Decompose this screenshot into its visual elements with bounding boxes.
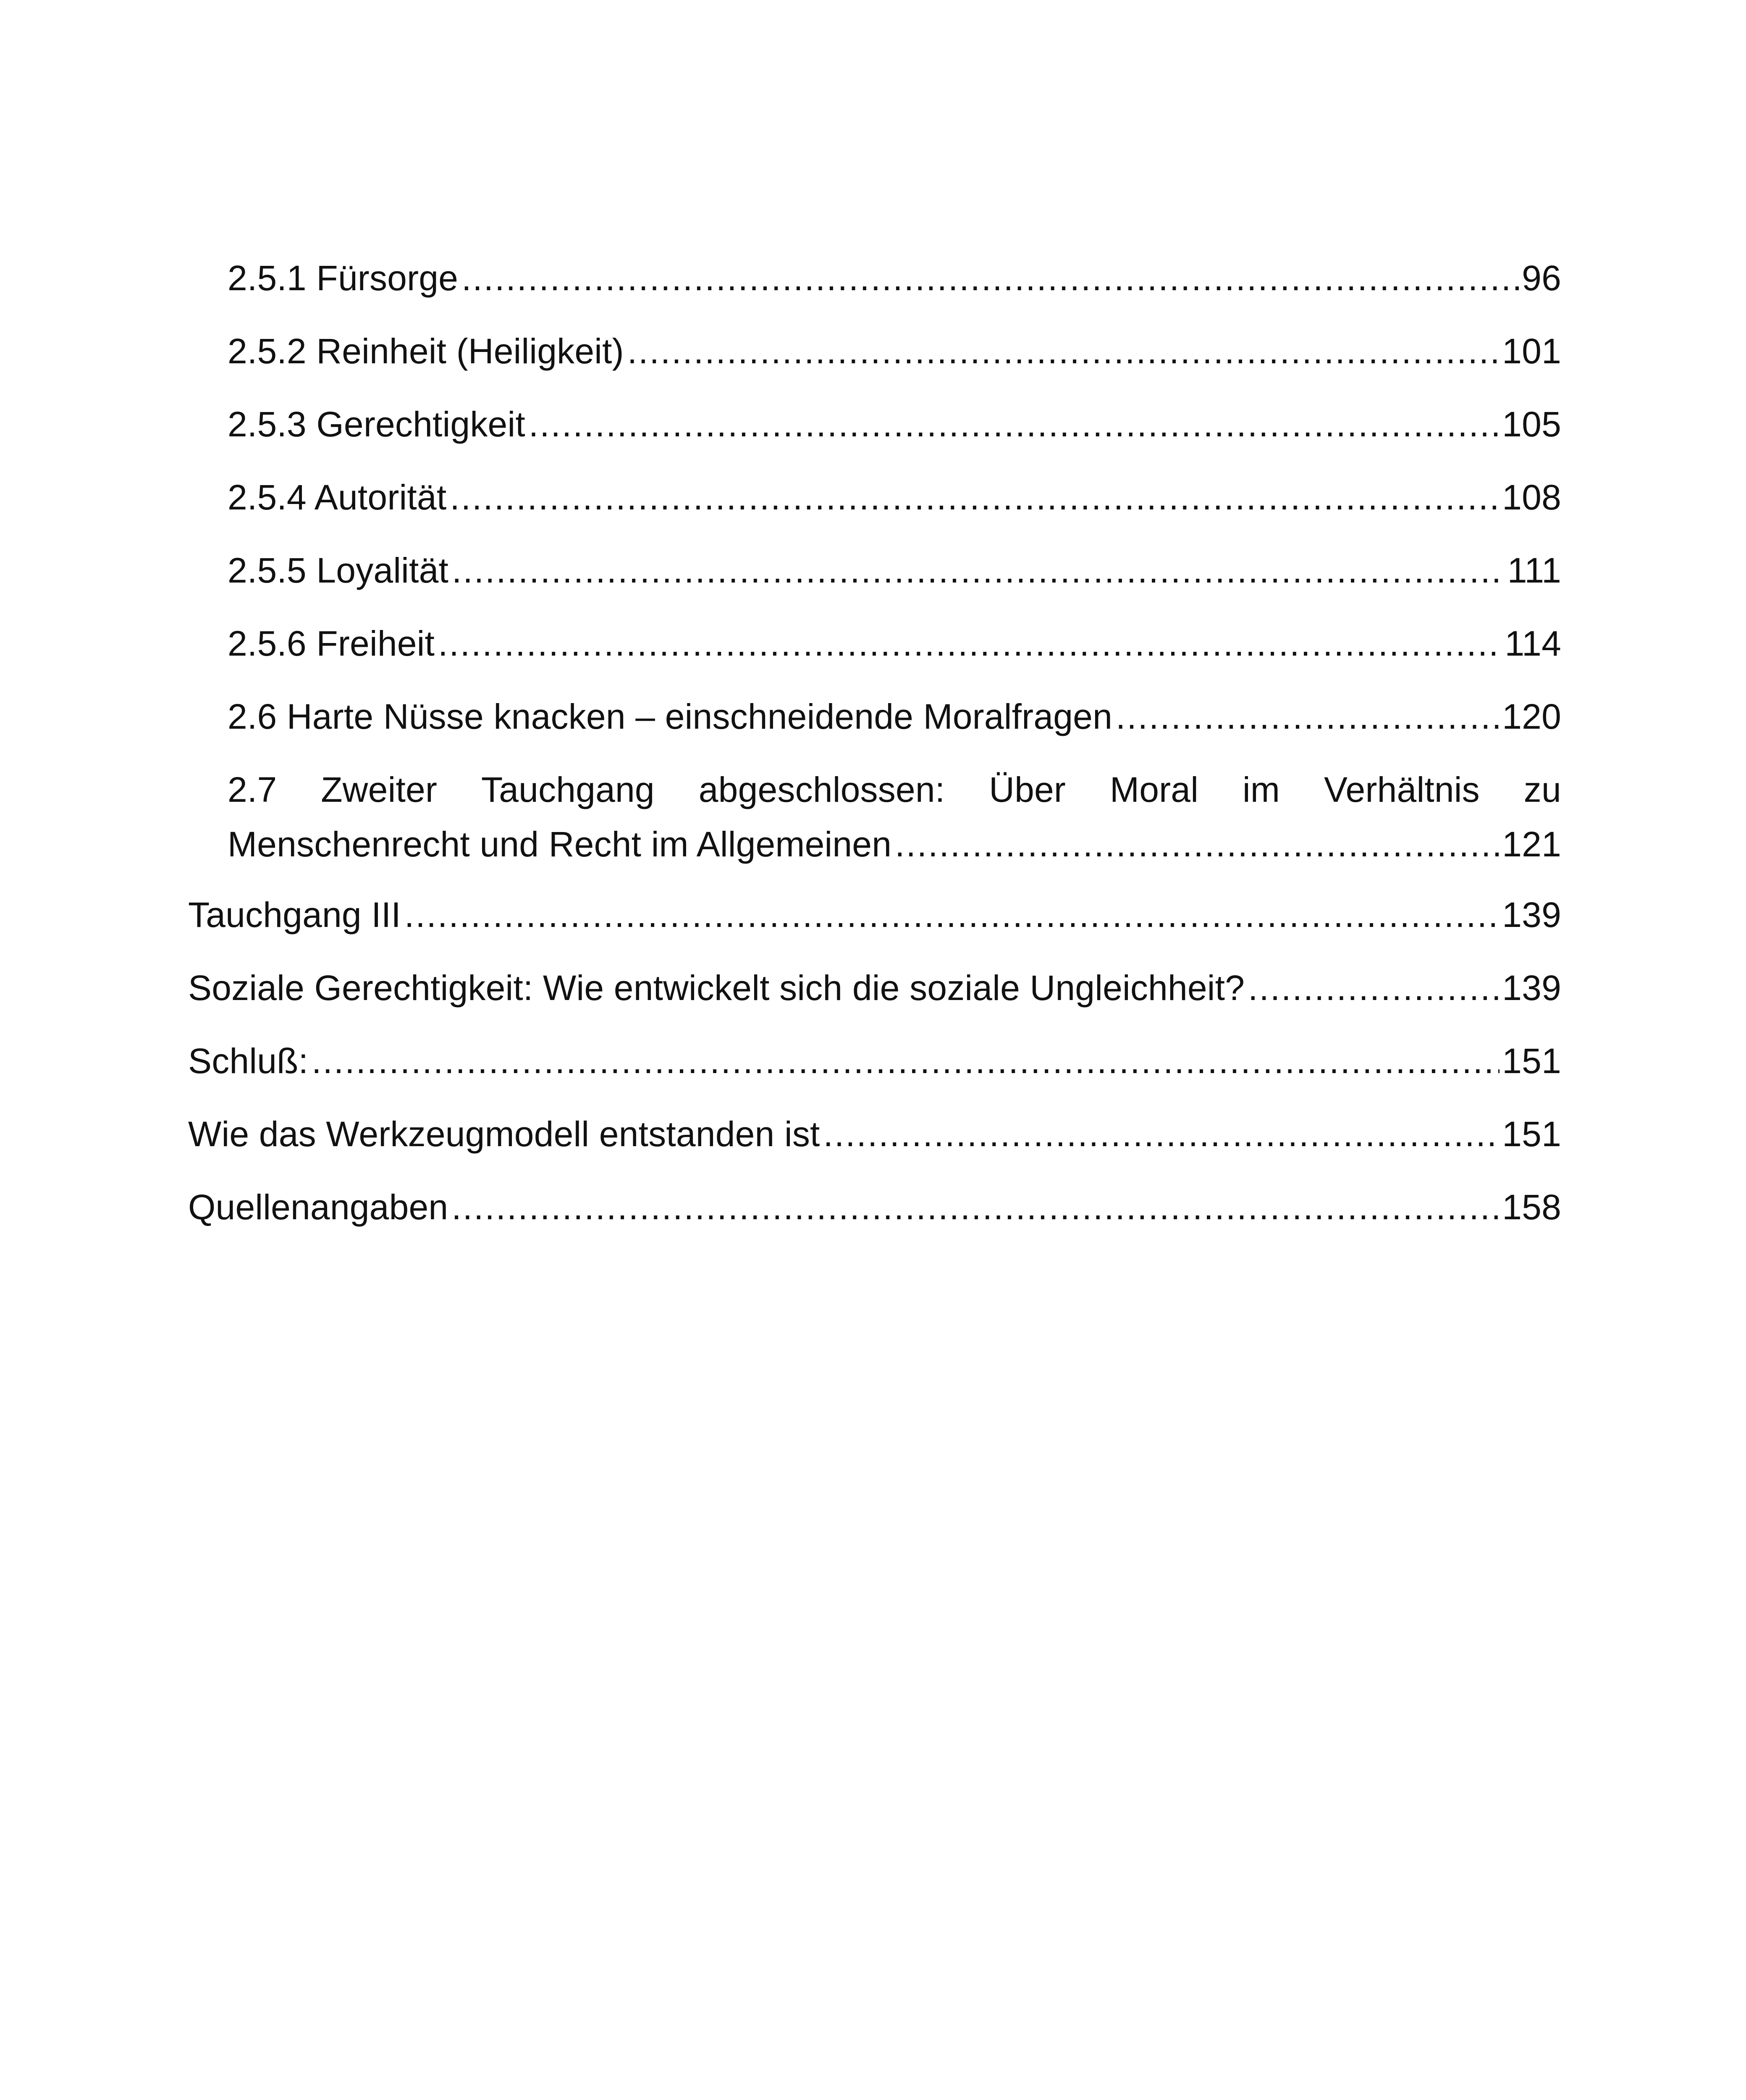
toc-entry-title-line-1 [228,763,1561,816]
toc-entry-tauchgang-iii[interactable] [188,888,1561,942]
toc-entry-title-word: im [1242,770,1280,809]
dot-leader [1248,961,1500,1015]
dot-leader [404,888,1500,942]
dot-leader [529,397,1500,451]
toc-entry-title-word: Über [989,770,1066,809]
toc-entry-title: 2.5.5 Loyalität [228,551,449,590]
toc-entry-title: Soziale Gerechtigkeit: Wie entwickelt sich die soziale Ungleichheit? [188,968,1245,1008]
toc-entry-title: Wie das Werkzeugmodell entstanden ist [188,1114,820,1154]
toc-entry-page: 96 [1522,258,1561,298]
toc-entry-2-5-2[interactable] [228,324,1561,378]
toc-entry-2-5-6[interactable] [228,617,1561,670]
toc-entry-title-word: Moral [1110,770,1199,809]
dot-leader [451,1180,1500,1234]
toc-entry-page: 139 [1502,968,1561,1008]
dot-leader [312,1034,1500,1088]
toc-entry-page: 121 [1502,824,1561,864]
toc-entry-title-word: Tauchgang [481,770,655,809]
toc-entry-2-5-1[interactable] [228,251,1561,305]
toc-entry-title: Quellenangaben [188,1187,448,1227]
toc-entry-title: 2.5.2 Reinheit (Heiligkeit) [228,331,624,371]
toc-entry-title-word: abgeschlossen: [698,770,945,809]
dot-leader [895,817,1500,871]
dot-leader [452,543,1505,597]
toc-entry-quellenangaben[interactable] [188,1180,1561,1234]
toc-entry-2-5-4[interactable] [228,470,1561,524]
toc-entry-page: 105 [1502,404,1561,444]
toc-entry-title: 2.5.3 Gerechtigkeit [228,404,525,444]
toc-entry-page: 101 [1502,331,1561,371]
toc-entry-title: 2.5.6 Freiheit [228,624,435,663]
toc-entry-title-word: Zweiter [321,770,438,809]
toc-entry-title-line-2: Menschenrecht und Recht im Allgemeinen [228,824,892,864]
toc-entry-2-5-5[interactable] [228,543,1561,597]
toc-entry-title-word: 2.7 [228,770,277,809]
toc-entry-page: 151 [1502,1114,1561,1154]
toc-entry-page: 111 [1507,551,1561,590]
toc-entry-title-word: zu [1523,770,1561,809]
toc-entry-soziale-gerechtigkeit[interactable] [188,961,1561,1015]
dot-leader [450,470,1500,524]
toc-entry-2-7[interactable] [228,763,1561,871]
dot-leader [461,251,1519,305]
dot-leader [1116,690,1500,743]
toc-entry-title: 2.6 Harte Nüsse knacken – einschneidende Moralfragen [228,697,1112,736]
toc-entry-schluss[interactable] [188,1034,1561,1088]
toc-entry-title-word: Verhältnis [1324,770,1480,809]
toc-entry-page: 139 [1502,895,1561,934]
table-of-contents [188,251,1561,1253]
toc-entry-page: 158 [1502,1187,1561,1227]
toc-entry-page: 120 [1502,697,1561,736]
toc-entry-werkzeugmodell[interactable] [188,1107,1561,1161]
dot-leader [627,324,1500,378]
toc-entry-title: Tauchgang III [188,895,401,934]
toc-entry-title: 2.5.4 Autorität [228,478,447,517]
toc-entry-title: Schluß: [188,1041,309,1081]
toc-entry-page: 108 [1502,478,1561,517]
dot-leader [438,617,1502,670]
toc-entry-2-6[interactable] [228,690,1561,743]
toc-entry-2-5-3[interactable] [228,397,1561,451]
dot-leader [823,1107,1500,1161]
toc-entry-page: 151 [1502,1041,1561,1081]
toc-entry-page: 114 [1505,624,1561,663]
toc-entry-title: 2.5.1 Fürsorge [228,258,459,298]
